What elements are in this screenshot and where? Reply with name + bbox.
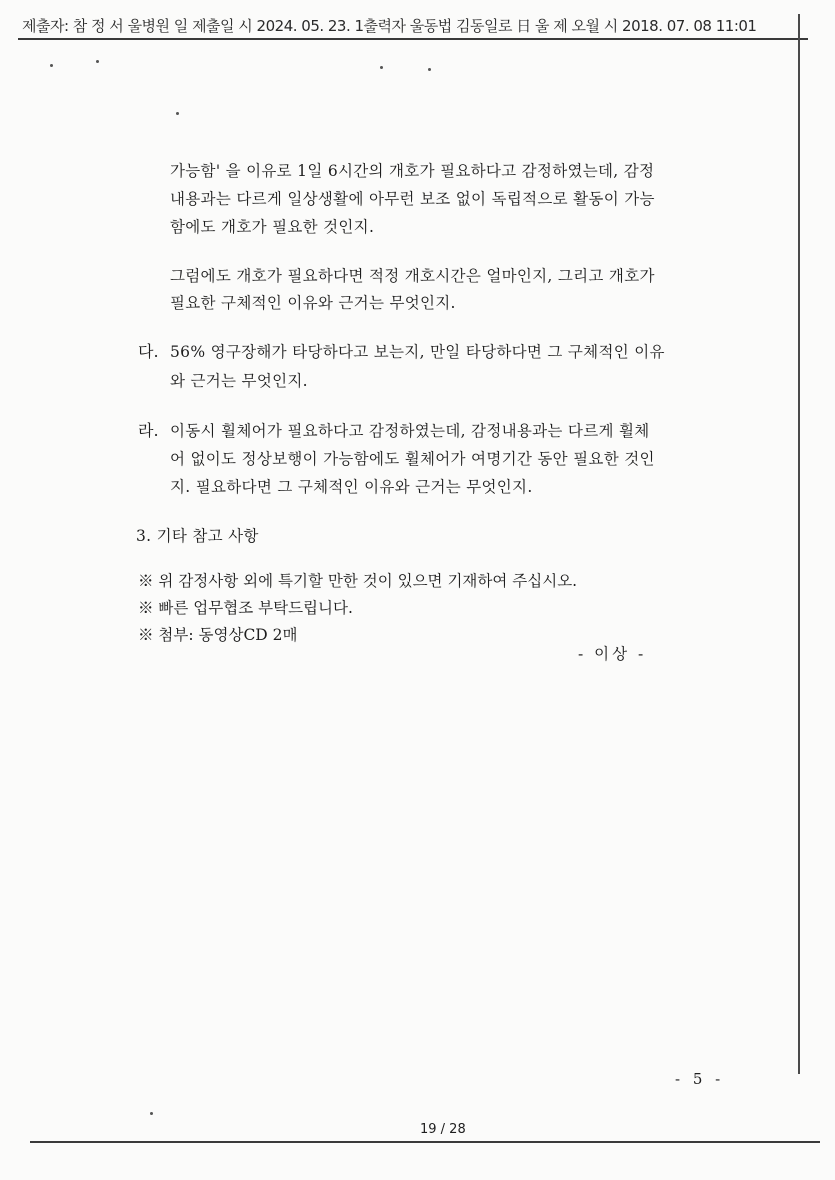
note-line: ※ 위 감정사항 외에 특기할 만한 것이 있으면 기재하여 주십시오. [138,572,578,590]
closing-mark: - 이상 - [578,645,647,663]
scan-speck [428,68,431,71]
item-line: 56% 영구장해가 타당하다고 보는지, 만일 타당하다면 그 구체적인 이유 [170,343,665,361]
item-line: 와 근거는 무엇인지. [170,372,308,390]
footer-rule [30,1141,820,1143]
paragraph-line: 필요한 구체적인 이유와 근거는 무엇인지. [170,294,456,312]
note-line: ※ 빠른 업무협조 부탁드립니다. [138,599,353,617]
paragraph-line: 내용과는 다르게 일상생활에 아무런 보조 없이 독립적으로 활동이 가능 [170,190,655,208]
right-border-line [798,14,800,1074]
item-marker: 라. [138,421,159,440]
item-line: 지. 필요하다면 그 구체적인 이유와 근거는 무엇인지. [170,478,533,496]
paragraph-line: 함에도 개호가 필요한 것인지. [170,218,375,236]
item-line: 이동시 휠체어가 필요하다고 감정하였는데, 감정내용과는 다르게 휠체 [170,422,650,440]
scan-speck [50,64,53,67]
note-line: ※ 첨부: 동영상CD 2매 [138,626,298,644]
paragraph-line: 그럼에도 개호가 필요하다면 적정 개호시간은 얼마인지, 그리고 개호가 [170,267,655,285]
pdf-page-counter: 19 / 28 [420,1122,466,1137]
item-marker: 다. [138,342,159,361]
section-heading: 3. 기타 참고 사항 [136,527,259,545]
scan-speck [380,66,383,69]
submission-header: 제출자: 참 정 서 울병원 일 제출일 시 2024. 05. 23. 1출력자 울동법 김동일로 日 울 제 오월 시 2018. 07. 08 11:01 [22,17,757,35]
scan-speck [176,112,179,115]
scan-speck [96,60,99,63]
paragraph-line: 가능함' 을 이유로 1일 6시간의 개호가 필요하다고 감정하였는데, 감정 [170,162,655,180]
item-line: 어 없이도 정상보행이 가능함에도 휠체어가 여명기간 동안 필요한 것인 [170,450,655,468]
scan-speck [150,1112,153,1115]
header-rule [18,38,808,40]
document-page-number: - 5 - [675,1070,725,1088]
